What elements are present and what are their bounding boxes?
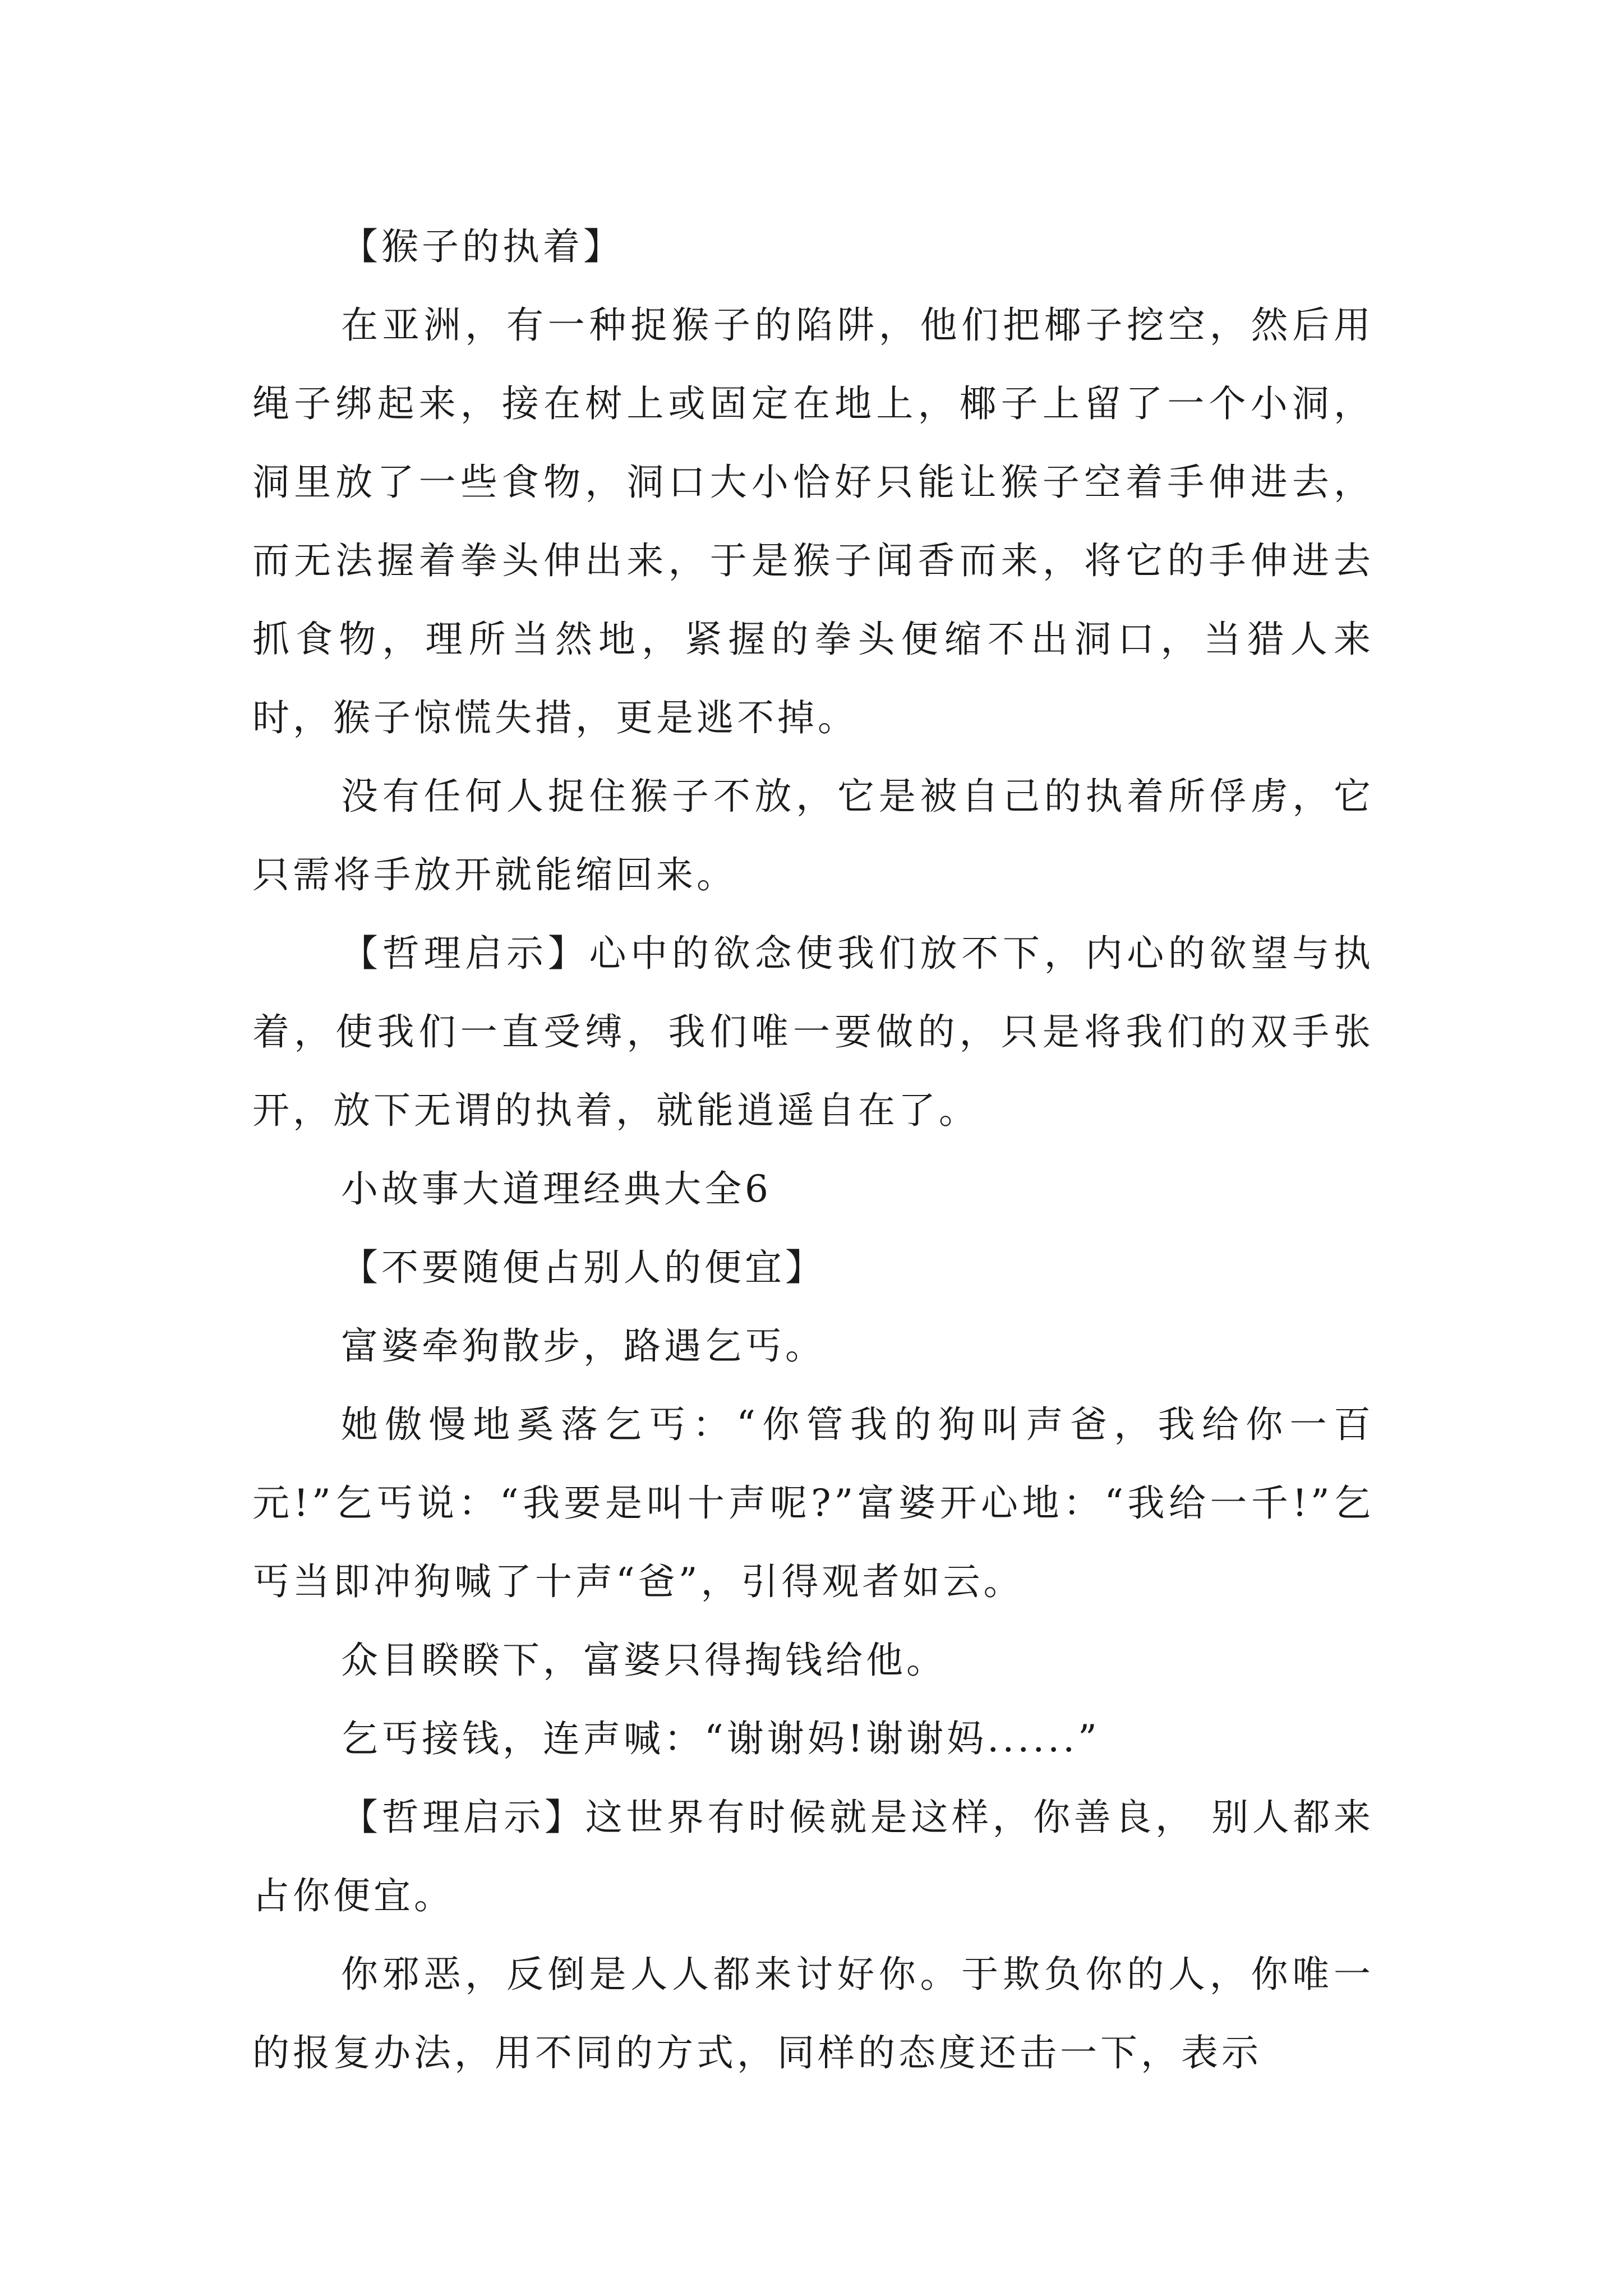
paragraph-dialogue: 她傲慢地奚落乞丐：“你管我的狗叫声爸，我给你一百元!”乞丐说：“我要是叫十声呢?”富婆开心地：“我给一千!”乞丐当即冲狗喊了十声“爸”，引得观者如云。 bbox=[252, 1403, 1374, 1603]
paragraph-evil: 你邪恶，反倒是人人都来讨好你。于欺负你的人，你唯一的报复办法，用不同的方式，同样的态度还击一下，表示 bbox=[252, 1953, 1374, 2074]
document-body bbox=[252, 208, 1374, 2092]
paragraph-insight-2: 【哲理启示】这世界有时候就是这样，你善良， 别人都来占你便宜。 bbox=[252, 1796, 1374, 1917]
section-heading-advantage: 【不要随便占别人的便宜】 bbox=[341, 1246, 826, 1289]
paragraph-payment: 众目睽睽下，富婆只得掏钱给他。 bbox=[341, 1639, 947, 1682]
paragraph-thanks: 乞丐接钱，连声喊：“谢谢妈!谢谢妈......” bbox=[341, 1717, 1100, 1760]
paragraph-rich-woman: 富婆牵狗散步，路遇乞丐。 bbox=[341, 1324, 826, 1368]
paragraph-insight-1: 【哲理启示】心中的欲念使我们放不下，内心的欲望与执着，使我们一直受缚，我们唯一要做的，只是将我们的双手张开，放下无谓的执着，就能逍遥自在了。 bbox=[252, 932, 1374, 1132]
section-heading-monkey: 【猴子的执着】 bbox=[341, 225, 624, 268]
chapter-title: 小故事大道理经典大全6 bbox=[341, 1167, 772, 1211]
paragraph-monkey-captive: 没有任何人捉住猴子不放，它是被自己的执着所俘虏，它只需将手放开就能缩回来。 bbox=[252, 775, 1374, 896]
paragraph-monkey-trap: 在亚洲，有一种捉猴子的陷阱，他们把椰子挖空，然后用绳子绑起来，接在树上或固定在地上，椰子上留了一个小洞，洞里放了一些食物，洞口大小恰好只能让猴子空着手伸进去，而无法握着拳头伸出来，于是猴子闻香而来，将它的手伸进去抓食物，理所当然地，紧握的拳头便缩不出洞口，当猎人来时，猴子惊慌失措，更是逃不掉。 bbox=[252, 303, 1374, 739]
